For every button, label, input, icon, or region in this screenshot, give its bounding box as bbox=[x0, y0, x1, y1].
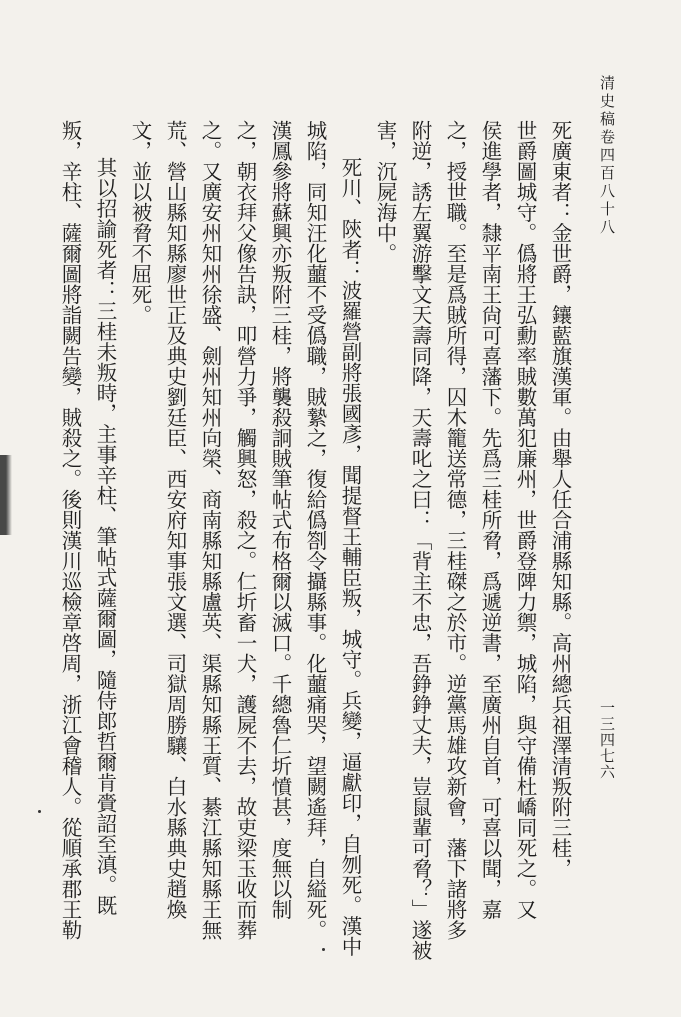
binding-edge-shadow bbox=[0, 455, 12, 535]
ink-speck bbox=[322, 948, 325, 951]
text-column: 城陷，同知汪化蘁不受僞職，賊縶之，復給僞劄令攝縣事。化蘁痛哭，望闕遙拜，自縊死。 bbox=[303, 120, 327, 940]
text-column: 之，朝衣拜父像告訣，叩營力爭，觸興怒，殺之。仁圻畜一犬，護屍不去，故吏梁玉收而葬 bbox=[233, 120, 257, 940]
text-column: 文，並以被脅不屈死。 bbox=[128, 120, 152, 325]
text-column: 死川、陝者：波羅營副將張國彥，聞提督王輔臣叛，城守。兵變，逼獻印，自刎死。漢中 bbox=[338, 157, 362, 957]
text-column: 叛，辛柱、薩爾圖將詣闕告變，賊殺之。後則漢川巡檢章啓周，浙江會稽人。從順承郡王勒 bbox=[58, 120, 82, 940]
running-header-title: 清史稿卷四百八十八 bbox=[598, 75, 616, 237]
text-column: 之。又廣安州知州徐盛、劍州知州向榮、商南縣知縣盧英、渠縣知縣王質、綦江縣知縣王無 bbox=[198, 120, 222, 940]
text-column: 附逆，誘左翼游擊文天壽同降，天壽叱之曰：「背主不忠，吾錚錚丈夫，豈鼠輩可脅？」遂被 bbox=[408, 120, 432, 961]
text-column: 侯進學者，隸平南王尙可喜藩下。先爲三桂所脅，爲遞逆書，至廣州自首，可喜以聞，嘉 bbox=[478, 120, 502, 920]
text-column: 漢鳳參將蘇興亦叛附三桂，將襲殺詗賊筆帖式布格爾以滅口。千總魯仁圻憤甚，度無以制 bbox=[268, 120, 292, 920]
text-column: 世爵圖城守。僞將王弘勳率賊數萬犯廉州，世爵登陴力禦，城陷，與守備杜嶠同死之。又 bbox=[513, 120, 537, 920]
text-column: 之，授世職。至是爲賊所得，囚木籠送常德，三桂磔之於市。逆黨馬雄攻新會，藩下諸將多 bbox=[443, 120, 467, 940]
text-column: 荒、營山縣知縣廖世正及典史劉廷臣、西安府知事張文選、司獄周勝驤、白水縣典史趙煥 bbox=[163, 120, 187, 920]
text-column: 害，沉屍海中。 bbox=[373, 120, 397, 264]
text-column: 死廣東者：金世爵，鑲藍旗漢軍。由舉人任合浦縣知縣。高州總兵祖澤清叛附三桂， bbox=[548, 120, 572, 879]
page-number: 一三四七六 bbox=[598, 700, 616, 780]
text-column: 其以招諭死者：三桂未叛時，主事辛柱、筆帖式薩爾圖，隨侍郎哲爾肯賫詔至滇。既 bbox=[93, 157, 117, 916]
ink-speck bbox=[38, 810, 41, 813]
